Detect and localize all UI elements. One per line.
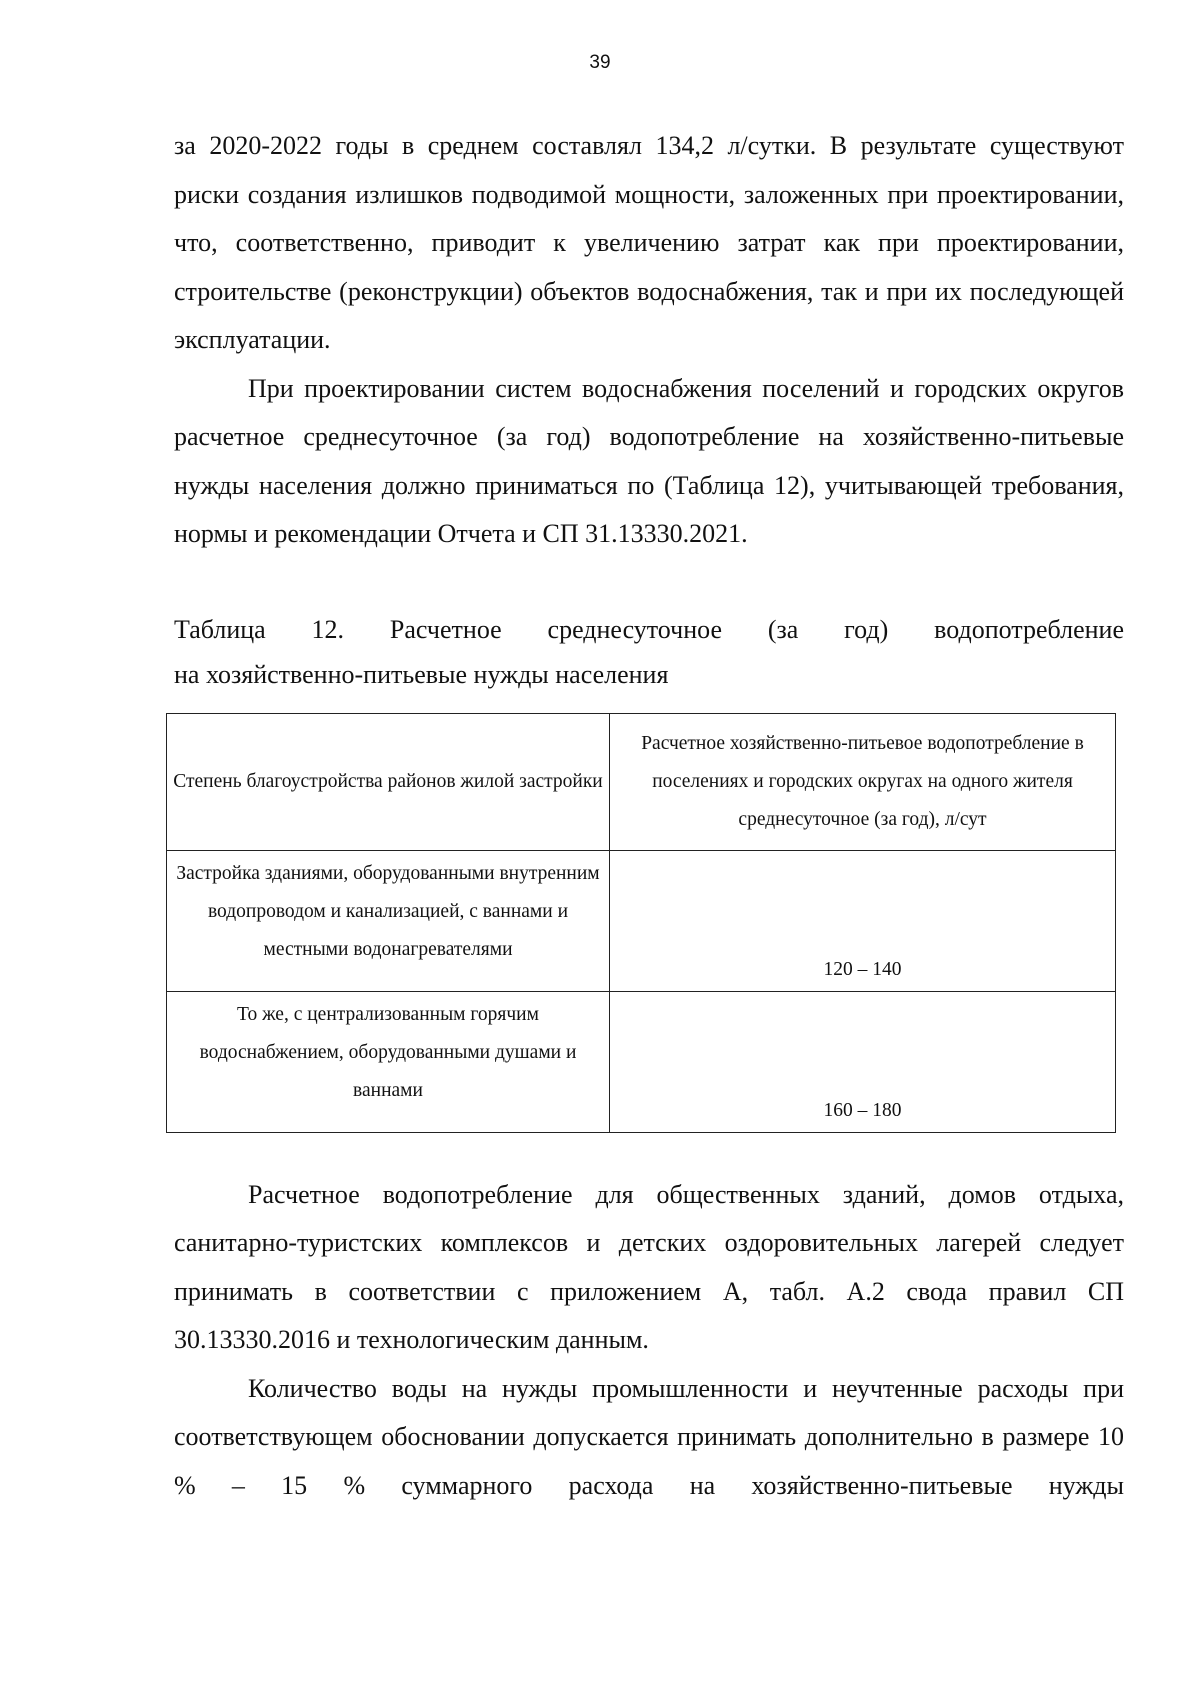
table-cell-value: 160 – 180 xyxy=(610,991,1116,1132)
table-header-cell: Расчетное хозяйственно-питьевое водопотребление в поселениях и городских округах на одного жителя среднесуточное (за год), л/сут xyxy=(610,713,1116,850)
table-header-cell: Степень благоустройства районов жилой застройки xyxy=(167,713,610,850)
table-caption xyxy=(174,607,1124,697)
paragraph-continuation: за 2020-2022 годы в среднем составлял 134,2 л/сутки. В результате существуют риски создания излишков подводимой мощности, заложенных при проектировании, что, соответственно, приводит к увеличению затрат как при проектировании, строительстве (реконструкции) объектов водоснабжения, так и при их последующей эксплуатации. xyxy=(174,131,1124,354)
paragraph-design-requirements: При проектировании систем водоснабжения поселений и городских округов расчетное среднесуточное (за год) водопотребление на хозяйственно-питьевые нужды населения должно приниматься по (Таблица 12), учитывающей требования, нормы и рекомендации Отчета и СП 31.13330.2021. xyxy=(174,373,1124,548)
table-cell-value: 120 – 140 xyxy=(610,850,1116,991)
paragraphs-after-table xyxy=(174,1171,1124,1511)
page-number: 39 xyxy=(589,52,611,73)
table-caption-line2: на хозяйственно-питьевые нужды населения xyxy=(174,659,669,689)
table-header-row xyxy=(167,713,1116,850)
water-consumption-table xyxy=(166,713,1116,1133)
paragraph-public-buildings: Расчетное водопотребление для общественных зданий, домов отдыха, санитарно-туристских комплексов и детских оздоровительных лагерей следует принимать в соответствии с приложением А, табл. А.2 свода правил СП 30.13330.2016 и технологическим данным. xyxy=(174,1179,1124,1354)
paragraph-industry-needs: Количество воды на нужды промышленности и неучтенные расходы при соответствующем обосновании допускается принимать дополнительно в размере 10 % – 15 % суммарного расхода на хозяйственно-питьевые нужды xyxy=(174,1373,1124,1500)
page-content xyxy=(174,122,1124,1510)
table-row xyxy=(167,991,1116,1132)
table-cell-description: То же, с централизованным горячим водоснабжением, оборудованными душами и ваннами xyxy=(167,991,610,1132)
table-caption-line1: Таблица 12. Расчетное среднесуточное (за год) водопотребление xyxy=(174,614,1124,644)
table-cell-description: Застройка зданиями, оборудованными внутренним водопроводом и канализацией, с ваннами и местными водонагревателями xyxy=(167,850,610,991)
table-row xyxy=(167,850,1116,991)
